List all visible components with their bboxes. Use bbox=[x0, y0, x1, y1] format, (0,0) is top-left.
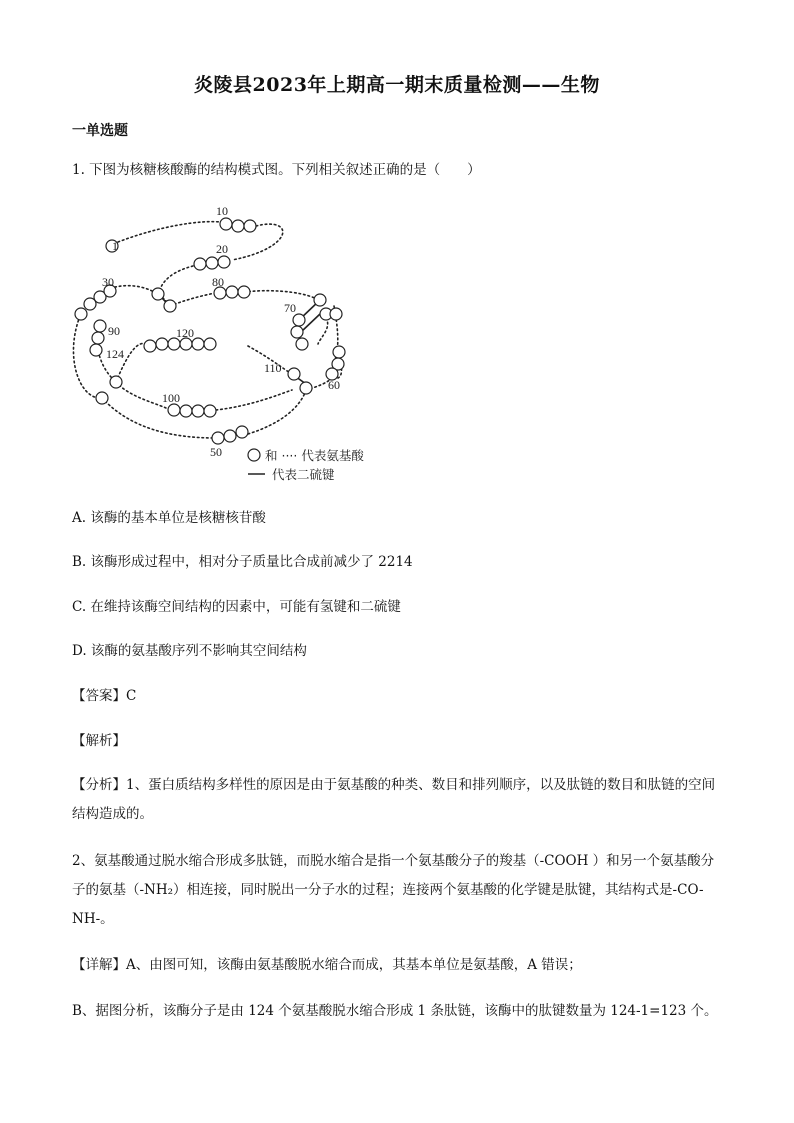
label-70: 70 bbox=[284, 301, 296, 315]
option-d: D. 该酶的氨基酸序列不影响其空间结构 bbox=[72, 643, 307, 659]
label-1: 1 bbox=[112, 239, 118, 253]
label-30: 30 bbox=[102, 275, 114, 289]
question-stem: 1. 下图为核糖核酸酶的结构模式图。下列相关叙述正确的是（ ） bbox=[72, 162, 481, 178]
detail-paragraph-a: 【详解】A、由图可知，该酶由氨基酸脱水缩合而成，其基本单位是氨基酸，A 错误； bbox=[72, 957, 582, 973]
label-80: 80 bbox=[212, 275, 224, 289]
section-heading: 一单选题 bbox=[72, 123, 128, 139]
option-c: C. 在维持该酶空间结构的因素中，可能有氢键和二硫键 bbox=[72, 599, 401, 615]
label-110: 110 bbox=[264, 361, 282, 375]
option-b: B. 该酶形成过程中，相对分子质量比合成前减少了 2214 bbox=[72, 554, 413, 570]
analysis-paragraph-1: 【分析】1、蛋白质结构多样性的原因是由于氨基酸的种类、数目和排列顺序，以及肽链的数目和肽链的空间结构造成的。 bbox=[72, 777, 716, 822]
label-90: 90 bbox=[108, 324, 120, 338]
legend-amino-acid: 和 ···· 代表氨基酸 bbox=[265, 448, 364, 463]
label-100: 100 bbox=[162, 391, 180, 405]
label-10: 10 bbox=[216, 204, 228, 218]
label-20: 20 bbox=[216, 242, 228, 256]
legend-disulfide-bond: 代表二硫键 bbox=[272, 467, 335, 482]
label-60: 60 bbox=[328, 378, 340, 392]
legend-circle-icon bbox=[248, 449, 260, 461]
label-50: 50 bbox=[210, 445, 222, 459]
enzyme-structure-figure bbox=[70, 198, 400, 493]
label-124: 124 bbox=[106, 347, 124, 361]
option-a: A. 该酶的基本单位是核糖核苷酸 bbox=[72, 510, 266, 526]
page-title: 炎陵县2023年上期高一期末质量检测——生物 bbox=[194, 74, 600, 96]
analysis-heading: 【解析】 bbox=[72, 733, 126, 749]
label-120: 120 bbox=[176, 326, 194, 340]
analysis-paragraph-2: 2、氨基酸通过脱水缩合形成多肽链，而脱水缩合是指一个氨基酸分子的羧基（-COOH ）和另一个氨基酸分子的氨基（-NH₂）相连接，同时脱出一分子水的过程；连接两个氨基酸的化学键是肽键，其结构式是-CO-NH-。 bbox=[72, 853, 715, 927]
detail-paragraph-b: B、据图分析，该酶分子是由 124 个氨基酸脱水缩合形成 1 条肽链，该酶中的肽键数量为 124-1=123 个。 bbox=[72, 1003, 718, 1019]
answer: 【答案】C bbox=[72, 688, 137, 704]
